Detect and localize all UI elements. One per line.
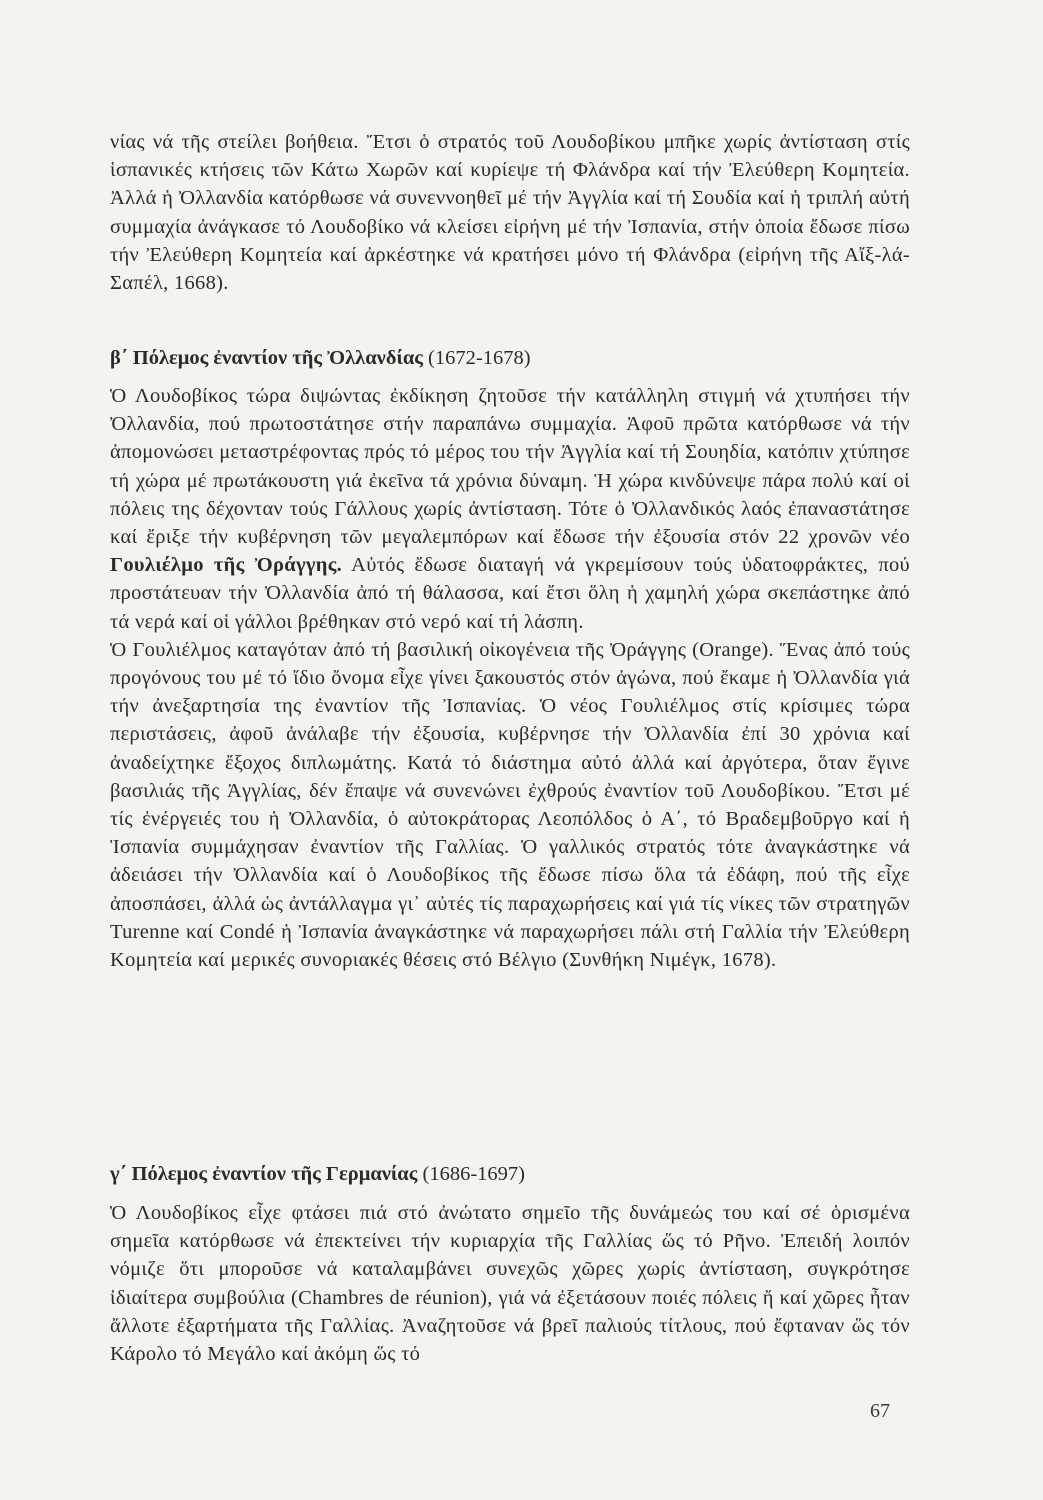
heading-gamma-title: γ΄ Πόλεμος ἐναντίον τῆς Γερμανίας	[110, 1163, 418, 1185]
paragraph-4-block	[110, 1199, 910, 1368]
paragraph-3: Ὁ Γουλιέλμος καταγόταν ἀπό τή βασιλική οἰκογένεια τῆς Ὀράγγης (Orange). Ἕνας ἀπό τούς προγόνους του μέ τό ἴδιο ὄνομα εἶχε γίνει ξακουστός στόν ἀγώνα, πού ἔκαμε ἡ Ὀλλανδία γιά τήν ἀνεξαρτησία της ἐναντίον τῆς Ἰσπανίας. Ὁ νέος Γουλιέλμος στίς κρίσιμες τώρα περιστάσεις, ἀφοῦ ἀνάλαβε τήν ἐξουσία, κυβέρνησε τήν Ὀλλανδία ἐπί 30 χρόνια καί ἀναδείχτηκε ἔξοχος διπλωμάτης. Κατά τό διάστημα αὐτό ἀλλά καί ἀργότερα, ὅταν ἔγινε βασιλιάς τῆς Ἀγγλίας, δέν ἔπαψε νά συνενώνει ἐχθρούς ἐναντίον τοῦ Λουδοβίκου. Ἔτσι μέ τίς ἐνέργειές του ἡ Ὀλλανδία, ὁ αὐτοκράτορας Λεοπόλδος ὁ Α΄, τό Βραδεμβοῦργο καί ἡ Ἰσπανία συμμάχησαν ἐναντίον τῆς Γαλλίας. Ὁ γαλλικός στρατός τότε ἀναγκάστηκε νά ἀδειάσει τήν Ὀλλανδία καί ὁ Λουδοβίκος τῆς ἔδωσε πίσω ὅλα τά ἐδάφη, πού τῆς εἶχε ἀποσπάσει, ἀλλά ὡς ἀντάλλαγμα γι᾿ αὐτές τίς παραχωρήσεις καί γιά τίς νίκες τῶν στρατηγῶν Turenne καί Condé ἡ Ἰσπανία ἀναγκάστηκε νά παραχωρήσει πάλι στή Γαλλία τήν Ἐλεύθερη Κομητεία καί μερικές συνοριακές θέσεις στό Βέλγιο (Συνθήκη Νιμέγκ, 1678).	[110, 638, 910, 972]
paragraphs-2-3-block	[110, 382, 910, 974]
section-heading-beta	[110, 344, 910, 372]
paragraph-2-part1: Ὁ Λουδοβίκος τώρα διψώντας ἐκδίκηση ζητοῦσε τήν κατάλληλη στιγμή νά χτυπήσει τήν Ὀλλανδία, πού πρωτοστάτησε στήν παραπάνω συμμαχία. Ἀφοῦ πρῶτα κατόρθωσε νά τήν ἀπομονώσει μεταστρέφοντας πρός τό μέρος του τήν Ἀγγλία καί τή Σουηδία, κατόπιν χτύπησε τή χώρα μέ πρωτάκουστη γιά ἐκεῖνα τά χρόνια δύναμη. Ἡ χώρα κινδύνεψε πάρα πολύ καί οἱ πόλεις της δέχονταν τούς Γάλλους χωρίς ἀντίσταση. Τότε ὁ Ὀλλανδικός λαός ἐπαναστάτησε καί ἔριξε τήν κυβέρνηση τῶν μεγαλεμπόρων καί ἔδωσε τήν ἐξουσία στόν 22 χρονῶν νέο	[110, 385, 910, 549]
paragraph-2-part2: Αὐτός ἔδωσε διαταγή νά γκρεμίσουν τούς ὑδατοφράκτες, πού προστάτευαν τήν Ὀλλανδία ἀπό τή θάλασσα, καί ἔτσι ὅλη ἡ χαμηλή χώρα σκεπάστηκε ἀπό τά νερά καί οἱ γάλλοι βρέθηκαν στό νερό καί τή λάσπη.	[110, 554, 910, 633]
paragraph-1-block	[110, 128, 910, 297]
paragraph-2-bold-name: Γουλιέλμο τῆς Ὀράγγης.	[110, 554, 343, 577]
heading-gamma-years: (1686-1697)	[422, 1163, 525, 1185]
heading-beta-title: β΄ Πόλεμος ἐναντίον τῆς Ὀλλανδίας	[110, 347, 423, 369]
heading-beta-years: (1672-1678)	[428, 347, 531, 369]
paragraph-2	[110, 382, 910, 636]
page-number: 67	[870, 1400, 890, 1422]
paragraph-1: νίας νά τῆς στείλει βοήθεια. Ἔτσι ὁ στρατός τοῦ Λουδοβίκου μπῆκε χωρίς ἀντίσταση στίς ἱσπανικές κτήσεις τῶν Κάτω Χωρῶν καί κυρίεψε τή Φλάνδρα καί τήν Ἐλεύθερη Κομητεία. Ἀλλά ἡ Ὀλλανδία κατόρθωσε νά συνεννοηθεῖ μέ τήν Ἀγγλία καί τή Σουδία καί ἡ τριπλή αὐτή συμμαχία ἀνάγκασε τό Λουδοβίκο νά κλείσει εἰρήνη μέ τήν Ἰσπανία, στήν ὁποία ἔδωσε πίσω τήν Ἐλεύθερη Κομητεία καί ἀρκέστηκε νά κρατήσει μόνο τή Φλάνδρα (εἰρήνη τῆς Αἴξ-λά-Σαπέλ, 1668).	[110, 131, 910, 295]
section-heading-gamma	[110, 1160, 910, 1188]
paragraph-4: Ὁ Λουδοβίκος εἶχε φτάσει πιά στό ἀνώτατο σημεῖο τῆς δυνάμεώς του καί σέ ὁρισμένα σημεῖα κατόρθωσε νά ἐπεκτείνει τήν κυριαρχία τῆς Γαλλίας ὥς τό Ρῆνο. Ἐπειδή λοιπόν νόμιζε ὅτι μποροῦσε νά καταλαμβάνει συνεχῶς χῶρες χωρίς ἀντίσταση, συγκρότησε ἰδιαίτερα συμβούλια (Chambres de réunion), γιά νά ἐξετάσουν ποιές πόλεις ἤ καί χῶρες ἦταν ἄλλοτε ἐξαρτήματα τῆς Γαλλίας. Ἀναζητοῦσε νά βρεῖ παλιούς τίτλους, πού ἔφταναν ὥς τόν Κάρολο τό Μεγάλο καί ἀκόμη ὥς τό	[110, 1202, 910, 1366]
